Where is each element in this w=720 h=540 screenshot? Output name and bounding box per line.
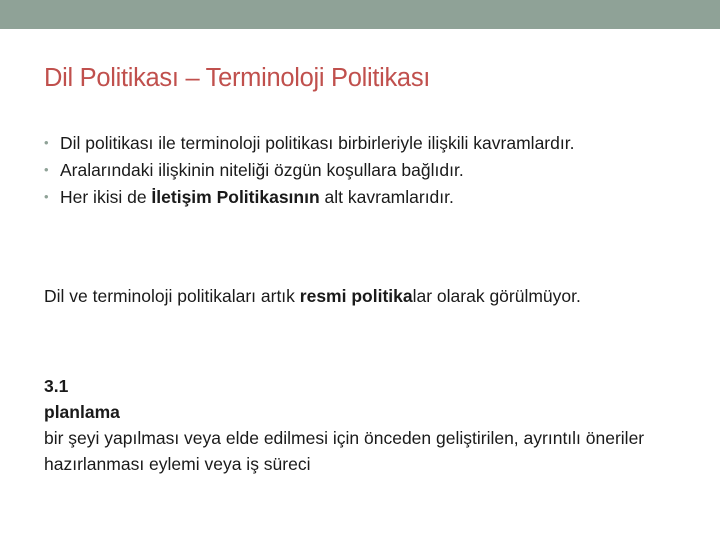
bullet-dot-icon: • bbox=[44, 162, 49, 177]
statement-paragraph bbox=[44, 283, 684, 309]
bullet-list bbox=[44, 130, 664, 211]
bullet-dot-icon: • bbox=[44, 189, 49, 204]
definition-number: 3.1 bbox=[44, 376, 69, 396]
definition-term: planlama bbox=[44, 402, 120, 422]
bullet-text: Aralarındaki ilişkinin niteliği özgün koşullara bağlıdır. bbox=[60, 160, 464, 180]
bullet-text: alt kavramlarıdır. bbox=[319, 187, 454, 207]
slide-title: Dil Politikası – Terminoloji Politikası bbox=[44, 64, 431, 92]
bullet-bold-text: İletişim Politikasının bbox=[151, 187, 320, 207]
bullet-item-1 bbox=[44, 130, 664, 156]
paragraph-text: Dil ve terminoloji politikaları artık bbox=[44, 286, 300, 306]
paragraph-bold-text: resmi politika bbox=[299, 286, 413, 306]
definition-text: bir şeyi yapılması veya elde edilmesi için önceden geliştirilen, ayrıntılı öneriler hazırlanması eylemi veya iş süreci bbox=[44, 428, 645, 474]
definition-block bbox=[44, 373, 684, 477]
bullet-item-2 bbox=[44, 157, 664, 183]
bullet-item-3 bbox=[44, 184, 664, 210]
bullet-dot-icon: • bbox=[44, 135, 49, 150]
bullet-text: Dil politikası ile terminoloji politikası birbirleriyle ilişkili kavramlardır. bbox=[60, 133, 575, 153]
top-accent-bar bbox=[0, 0, 720, 29]
bullet-text: Her ikisi de bbox=[60, 187, 152, 207]
paragraph-text: lar olarak görülmüyor. bbox=[412, 286, 581, 306]
